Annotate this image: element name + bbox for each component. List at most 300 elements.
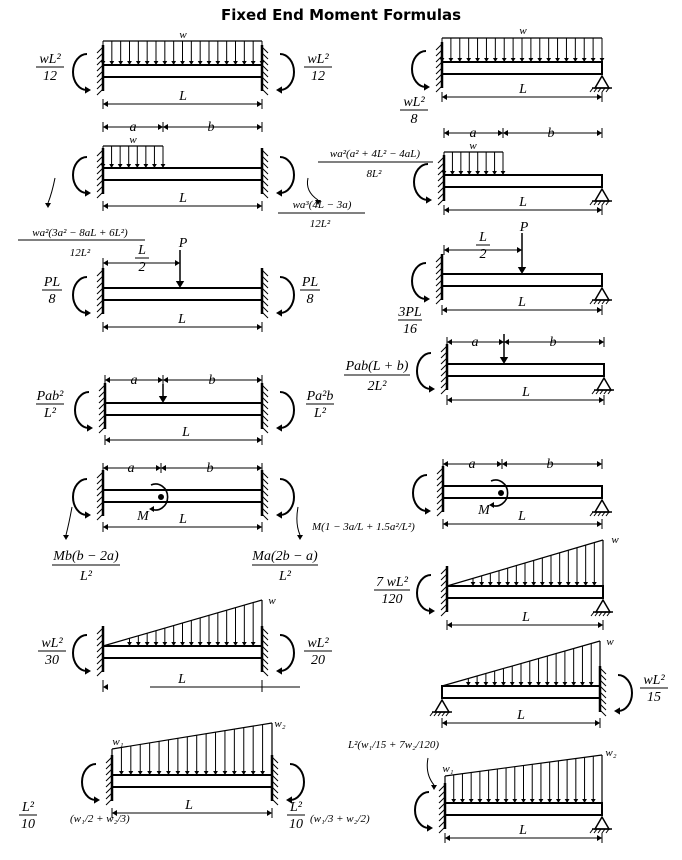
arrowhead (445, 835, 450, 841)
arrowhead (497, 461, 502, 467)
moment-arc-left (413, 475, 431, 515)
curve (48, 178, 55, 203)
arrowhead (444, 247, 449, 253)
pinned-support (590, 189, 612, 205)
hatch (262, 89, 268, 95)
arrowhead (158, 124, 163, 130)
arrowhead (85, 511, 91, 518)
arc (415, 792, 429, 828)
hatch (430, 712, 433, 716)
arc (73, 635, 87, 671)
arrowhead (597, 207, 602, 213)
case-fixed-fixed-moment (52, 461, 318, 584)
span-label-L: L (179, 89, 187, 104)
dim-label-b: b (547, 126, 555, 141)
arrowhead (257, 377, 262, 383)
case-fixed-pinned-partial-udl (318, 126, 612, 215)
point-load (159, 384, 167, 403)
moment-arc-right (276, 54, 294, 94)
pinned-support (592, 378, 614, 394)
arrowhead (424, 295, 430, 302)
load-label-w2: w₂ (274, 718, 286, 730)
hatch (262, 427, 268, 433)
fem-right (306, 389, 334, 421)
fem-left-numerator: wa²(a² + 4L² − 4aL) (329, 148, 421, 160)
fraction-numerator: PL (301, 275, 319, 290)
moment-arc-left (412, 51, 430, 91)
dim-label-a: a (130, 373, 138, 388)
arrowhead (597, 94, 602, 100)
arrowhead (599, 339, 604, 345)
fem-right-numerator: Ma(2b − a) (252, 549, 318, 564)
arrowhead (276, 667, 282, 674)
fem-left (397, 305, 422, 337)
span-label-L: L (518, 509, 526, 524)
hatch (438, 199, 444, 205)
dim-label-a: a (468, 457, 476, 472)
fem-left (374, 575, 410, 607)
arrowhead (276, 189, 282, 196)
fraction-numerator: wL² (39, 52, 61, 67)
arrowhead (103, 524, 108, 530)
arc (280, 157, 294, 193)
fraction-denominator: 8 (48, 292, 56, 307)
fraction-numerator: L² (22, 800, 34, 815)
load-label-w: w (611, 534, 619, 546)
hatch (437, 510, 443, 516)
fem-right (640, 673, 668, 705)
hatch (97, 89, 103, 95)
arrowhead (597, 130, 602, 136)
arrowhead (85, 189, 91, 196)
hatch (97, 312, 103, 318)
hatch (262, 192, 268, 198)
case-fixed-fixed-point-load (36, 373, 334, 445)
beam (445, 803, 602, 815)
pinned-support (590, 500, 612, 516)
arrowhead (45, 203, 51, 208)
hatch (591, 612, 594, 616)
arc (412, 263, 426, 299)
dim-label-b: b (549, 335, 557, 350)
fraction-numerator: L (479, 230, 487, 245)
fem-left (36, 52, 64, 84)
hatch (590, 829, 593, 833)
arrowhead (85, 667, 91, 674)
hatch (272, 799, 278, 805)
arrowhead (598, 622, 603, 628)
point-load (500, 334, 508, 364)
span-label-L: L (182, 425, 190, 440)
beam (447, 586, 603, 598)
dim-label-a: a (471, 335, 479, 350)
distributed-load (101, 146, 166, 168)
pinned-support (590, 288, 612, 304)
hatch (441, 610, 447, 616)
load-label-P: P (519, 220, 529, 235)
fraction-denominator: 8 (410, 112, 418, 127)
arc (290, 764, 304, 800)
moment-arc-left (73, 635, 91, 675)
arrowhead (442, 307, 447, 313)
beam (447, 364, 604, 376)
arrowhead (149, 506, 154, 512)
pin-triangle (595, 189, 609, 201)
span-label-L: L (178, 672, 186, 687)
dot (499, 491, 504, 496)
load-label-w: w (469, 140, 477, 152)
hatch (97, 514, 103, 520)
arrowhead (429, 385, 435, 392)
arc (280, 277, 294, 313)
curve (307, 178, 318, 200)
span-label-L: L (179, 512, 187, 527)
case-fixed-pinned-moment (311, 457, 612, 533)
fem-left (42, 275, 62, 307)
arrowhead (503, 130, 508, 136)
fraction-numerator: L² (290, 800, 302, 815)
pointer-arrow (63, 507, 72, 540)
hatch (436, 298, 442, 304)
span-label-L: L (518, 295, 526, 310)
hatch (592, 390, 595, 394)
arrowhead (257, 524, 262, 530)
pin-triangle (596, 600, 610, 612)
moment-arc-right (276, 635, 294, 675)
dim-label-b: b (208, 373, 216, 388)
pinned-support (591, 600, 613, 616)
fraction-denominator: 15 (647, 690, 661, 705)
arrowhead (597, 835, 602, 841)
case-fixed-fixed-trapezoidal (19, 718, 370, 832)
pin-triangle (597, 378, 611, 390)
moment-arc-left (73, 277, 91, 317)
fraction-numerator: Pab² (36, 389, 64, 404)
distributed-load (440, 38, 605, 62)
arrowhead (276, 86, 282, 93)
curve (297, 507, 300, 535)
arc (280, 479, 294, 515)
case-fixed-pinned-point-load (344, 334, 614, 405)
hatch (590, 300, 593, 304)
fraction-denominator: L² (44, 406, 56, 421)
fem-left-denominator: 2L² (367, 379, 387, 394)
arc (412, 51, 426, 87)
hatch (97, 670, 103, 676)
page-title: Fixed End Moment Formulas (220, 6, 462, 24)
arrowhead (597, 521, 602, 527)
load-label-w: w (179, 29, 187, 41)
pointer-arrow (297, 507, 303, 540)
load-label-w1: w₁ (112, 736, 124, 748)
fem-left-factor (19, 800, 37, 832)
beam (443, 486, 602, 498)
span-label-L: L (517, 708, 525, 723)
hatch (439, 827, 445, 833)
dim-label-b: b (206, 461, 214, 476)
fraction-denominator: 12 (311, 69, 325, 84)
triangular-load (442, 641, 600, 686)
span-label-L: L (522, 385, 530, 400)
fem-left-bracket: (w₁/2 + w₂/3) (70, 813, 130, 825)
fraction-denominator: 2 (138, 260, 146, 275)
arrowhead (424, 83, 430, 90)
span-label-L: L (185, 798, 193, 813)
fraction-denominator: L² (314, 406, 326, 421)
case-fixed-pinned-center-load (397, 220, 612, 337)
fraction-denominator: 2 (479, 247, 487, 262)
dot (159, 495, 164, 500)
fem-right-bracket: (w₁/3 + w₂/2) (310, 813, 370, 825)
arrowhead (447, 397, 452, 403)
arrowhead (163, 377, 168, 383)
load-label-w1: w₁ (442, 763, 454, 775)
beam (103, 288, 262, 300)
fem-left-denominator: 8L² (366, 168, 382, 180)
fem-left-numerator: wa²(3a² − 8aL + 6L²) (32, 227, 128, 239)
arc (280, 54, 294, 90)
arrowhead (103, 124, 108, 130)
fem-right-factor (287, 800, 305, 832)
load-label-w: w (606, 636, 614, 648)
fraction-denominator: 10 (289, 817, 303, 832)
load-label-w2: w₂ (605, 747, 617, 759)
arrowhead (158, 377, 163, 383)
moment-arc-left (82, 764, 100, 804)
moment-arc-right (276, 479, 294, 519)
span-label-L: L (519, 823, 527, 838)
dim-label-b: b (207, 120, 215, 135)
fixed-support (600, 666, 606, 716)
fraction-denominator: 10 (21, 817, 35, 832)
point-load (176, 250, 184, 288)
fraction-numerator: 7 wL² (376, 575, 408, 590)
fraction-denominator: 8 (306, 292, 314, 307)
dim-label-a: a (129, 120, 137, 135)
fem-right-numerator: wa³(4L − 3a) (292, 199, 352, 211)
pinned-support (430, 700, 452, 716)
arrowhead (297, 535, 303, 540)
arrowhead (257, 203, 262, 209)
pin-triangle (435, 700, 449, 712)
beam (442, 62, 602, 74)
moment-arc-left (75, 392, 93, 432)
pinned-support (590, 76, 612, 92)
triangular-load (103, 600, 262, 646)
arrowhead (599, 397, 604, 403)
fraction-numerator: wL² (41, 636, 63, 651)
fem-left (400, 95, 428, 127)
fraction-numerator: PL (43, 275, 61, 290)
dim-label-L-half (135, 243, 149, 275)
span-label-L: L (519, 82, 527, 97)
arc (413, 475, 427, 511)
hatch (590, 88, 593, 92)
arrowhead (257, 437, 262, 443)
arrowhead (427, 824, 433, 831)
arrowhead (257, 324, 262, 330)
fem-left (38, 636, 66, 668)
fraction-denominator: 30 (45, 653, 59, 668)
fem-right (300, 275, 320, 307)
beam (442, 274, 602, 286)
triangular-load (447, 540, 603, 586)
arc (73, 479, 87, 515)
arrowhead (103, 101, 108, 107)
case-fixed-pinned-trapezoidal (347, 739, 617, 843)
moment-arc-right (614, 675, 632, 715)
pin-triangle (595, 817, 609, 829)
hatch (262, 312, 268, 318)
arrowhead (163, 124, 168, 130)
case-pinned-fixed-triangular (430, 636, 668, 728)
arrowhead (94, 796, 100, 803)
beam (103, 168, 262, 180)
hatch (262, 514, 268, 520)
fem-left: M(1 − 3a/L + 1.5a²/L²) (312, 521, 415, 533)
fem-left-denominator: L² (80, 569, 92, 584)
dim-label-L-half (476, 230, 490, 262)
moment-arc-left (415, 792, 433, 832)
arc (417, 575, 431, 611)
fraction-denominator: 20 (311, 653, 325, 668)
fraction-numerator: 3PL (398, 305, 422, 320)
dim-label-a: a (127, 461, 135, 476)
moment-arc-left (73, 479, 91, 519)
moment-arc-right (286, 764, 304, 804)
load-top (112, 723, 272, 749)
arc (73, 157, 87, 193)
load-label-w: w (268, 595, 276, 607)
hatch (441, 388, 447, 394)
fraction-numerator: wL² (307, 636, 329, 651)
fem-left-numerator: Mb(b − 2a) (53, 549, 119, 564)
curve (427, 758, 434, 785)
fraction-denominator: 120 (381, 592, 403, 607)
case-fixed-fixed-udl (36, 29, 332, 109)
moment-arc-left (417, 575, 435, 615)
span-label-L: L (179, 191, 187, 206)
arrowhead (85, 86, 91, 93)
arrowhead (595, 720, 600, 726)
arc (618, 675, 632, 711)
fraction-denominator: 16 (403, 322, 417, 337)
beam (105, 403, 262, 415)
arrowhead (267, 810, 272, 816)
fem-right-denominator: 12L² (309, 218, 331, 230)
arrowhead (276, 511, 282, 518)
case-fixed-pinned-triangular (374, 534, 619, 630)
arrowhead (597, 307, 602, 313)
fraction-numerator: wL² (307, 52, 329, 67)
arrowhead (425, 507, 431, 514)
arrowhead (498, 130, 503, 136)
distributed-load (442, 152, 506, 175)
arrowhead (444, 130, 449, 136)
arrowhead (63, 535, 69, 540)
beam (103, 490, 262, 502)
beam (103, 65, 262, 77)
fem-left-denominator: 12L² (69, 247, 91, 259)
arrowhead (500, 357, 508, 364)
moment-arc-left (73, 157, 91, 197)
arrowhead (257, 101, 262, 107)
arrowhead (156, 465, 161, 471)
moment-arc-left (412, 263, 430, 303)
beam (444, 175, 602, 187)
arc (414, 164, 428, 200)
pointer-arrow (427, 758, 437, 790)
arrowhead (443, 521, 448, 527)
arrowhead (518, 267, 526, 274)
fem-right (304, 52, 332, 84)
beam (442, 686, 600, 698)
case-fixed-fixed-partial-udl (18, 120, 365, 259)
fem-right (304, 636, 332, 668)
dim-label-a: a (469, 126, 477, 141)
hatch (590, 512, 593, 516)
arrowhead (444, 207, 449, 213)
hatch (436, 86, 442, 92)
fraction-numerator: L (138, 243, 146, 258)
arrowhead (176, 281, 184, 288)
arc (73, 277, 87, 313)
arrowhead (85, 309, 91, 316)
fraction-denominator: 12 (43, 69, 57, 84)
arrowhead (257, 124, 262, 130)
beam (103, 646, 262, 658)
arrowhead (103, 684, 108, 690)
arrowhead (429, 607, 435, 614)
arrowhead (103, 260, 108, 266)
hatch (97, 192, 103, 198)
fem-left-numerator: Pab(L + b) (345, 359, 409, 374)
load-label-w: w (129, 134, 137, 146)
hatch (590, 201, 593, 205)
arrowhead (161, 465, 166, 471)
applied-moment (149, 484, 168, 512)
arrowhead (103, 324, 108, 330)
fem-left: L²(w₁/15 + 7w₂/120) (348, 739, 440, 751)
arrowhead (103, 203, 108, 209)
arrowhead (159, 396, 167, 403)
arc (73, 54, 87, 90)
case-fixed-fixed-triangular (38, 595, 332, 692)
load-label-P: P (178, 236, 188, 251)
moment-arc-right (276, 157, 294, 197)
curve (66, 507, 72, 535)
pointer-arrow (45, 178, 55, 208)
moment-arc-left (73, 54, 91, 94)
fem-left (36, 389, 65, 421)
moment-label-M: M (137, 509, 149, 524)
point-load (518, 233, 526, 274)
fraction-numerator: wL² (403, 95, 425, 110)
arc (280, 635, 294, 671)
span-label-L: L (522, 610, 530, 625)
arrowhead (431, 785, 437, 790)
arrowhead (447, 622, 452, 628)
hatch (262, 670, 268, 676)
arc (280, 392, 294, 428)
span-label-L: L (519, 195, 527, 210)
pin-triangle (595, 76, 609, 88)
arc (417, 353, 431, 389)
arrowhead (442, 94, 447, 100)
arrowhead (597, 461, 602, 467)
arrowhead (426, 196, 432, 203)
beam (112, 775, 272, 787)
